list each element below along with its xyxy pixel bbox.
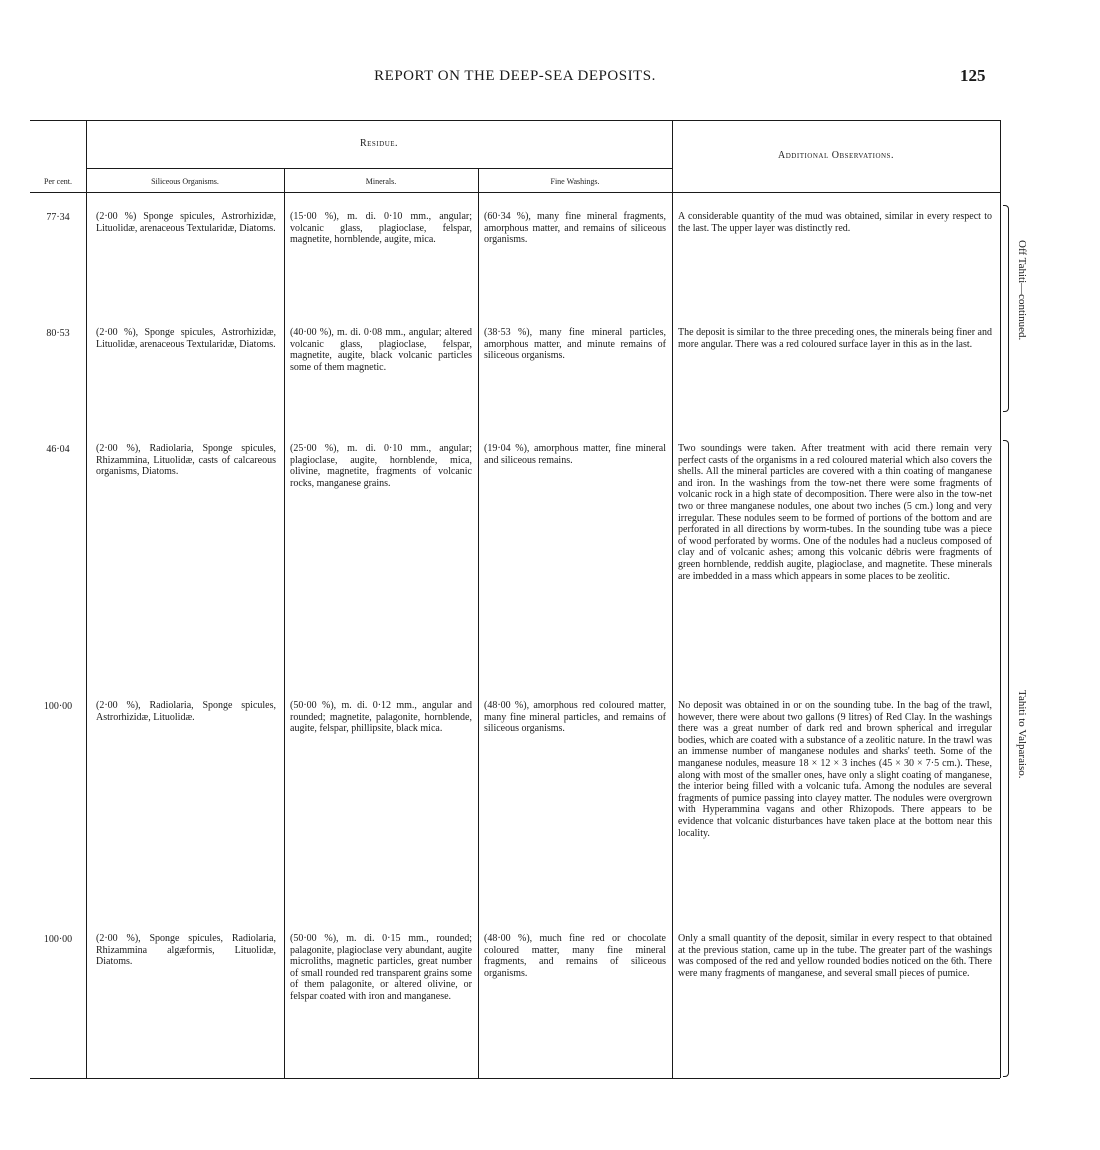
fine-washings-cell: (38·53 %), many fine mineral particles, amorphous matter, and minute remains of siliceous organisms. xyxy=(484,327,666,362)
siliceous-cell: (2·00 %), Sponge spicules, Astrorhizidæ, Lituolidæ, arenaceous Textularidæ, Diatoms. xyxy=(96,327,276,350)
col-rule-2 xyxy=(284,168,285,1078)
side-label-off-tahiti: Off Tahiti—continued. xyxy=(1016,240,1028,341)
observations-cell: Two soundings were taken. After treatment with acid there remain very perfect casts of the organisms in a red coloured material which also covers the shells. All the mineral particles are covered with a thin coating of manganese and iron. In the washings from the tow-net there were some fragments of volcanic rock in a high state of decomposition. There were also in the tow-net two or three manganese nodules, one about two inches (5 cm.) long and very irregular. These nodules seem to be formed of portions of the bottom and are perforated in all directions by worm-tubes. In the sounding tube was a piece of wood perforated by worms. One of the nodules had a nucleus composed of clay and of volcanic ashes; among this volcanic débris were fragments of green hornblende, reddish augite, plagioclase, and magnetite. These minerals are imbedded in a mass which appears in some places to be zeolitic. xyxy=(678,443,992,582)
page-number: 125 xyxy=(960,66,986,85)
fine-washings-cell: (60·34 %), many fine mineral fragments, amorphous matter, and remains of siliceous organisms. xyxy=(484,211,666,246)
per-cent-cell: 100·00 xyxy=(43,701,73,712)
header-bottom-rule xyxy=(30,192,1000,193)
table-top-rule xyxy=(30,120,1000,121)
fine-washings-cell: (48·00 %), amorphous red coloured matter, many fine mineral particles, and remains of siliceous organisms. xyxy=(484,700,666,735)
observations-cell: The deposit is similar to the three preceding ones, the minerals being finer and more angular. There was a red coloured surface layer in this as in the last. xyxy=(678,327,992,350)
minerals-cell: (25·00 %), m. di. 0·10 mm., angular; plagioclase, augite, hornblende, mica, olivine, magnetite, fragments of volcanic rocks, manganese grains. xyxy=(290,443,472,489)
upper-brace xyxy=(1003,205,1009,412)
minerals-cell: (50·00 %), m. di. 0·15 mm., rounded; palagonite, plagioclase very abundant, augite microliths, magnetic particles, great number of small rounded red transparent grains some of them palagonite, or altered olivine, or felspar coated with iron and manganese. xyxy=(290,933,472,1002)
table-bottom-rule xyxy=(30,1078,1000,1079)
fine-washings-header: Fine Washings. xyxy=(550,177,600,186)
per-cent-cell: 77·34 xyxy=(46,212,70,223)
col-rule-3 xyxy=(478,168,479,1078)
siliceous-cell: (2·00 %), Radiolaria, Sponge spicules, Rhizammina, Lituolidæ, casts of calcareous organisms, Diatoms. xyxy=(96,443,276,478)
minerals-cell: (40·00 %), m. di. 0·08 mm., angular; altered volcanic glass, plagioclase, felspar, magnetite, augite, black volcanic particles some of them magnetic. xyxy=(290,327,472,373)
per-cent-header: Per cent. xyxy=(44,177,72,186)
side-label-tahiti-valparaiso: Tahiti to Valparaiso. xyxy=(1016,690,1028,779)
lower-brace xyxy=(1003,440,1009,1077)
fine-washings-cell: (48·00 %), much fine red or chocolate coloured matter, many fine mineral fragments, and remains of siliceous organisms. xyxy=(484,933,666,979)
per-cent-cell: 46·04 xyxy=(46,444,70,455)
siliceous-cell: (2·00 %) Sponge spicules, Astrorhizidæ, Lituolidæ, arenaceous Textularidæ, Diatoms. xyxy=(96,211,276,234)
siliceous-cell: (2·00 %), Sponge spicules, Radiolaria, Rhizammina algæformis, Lituolidæ, Diatoms. xyxy=(96,933,276,968)
per-cent-cell: 80·53 xyxy=(46,328,70,339)
observations-cell: Only a small quantity of the deposit, similar in every respect to that obtained at the previous station, came up in the tube. The greater part of the washings was composed of the red and yellow rounded bodies noticed on the 6th. There were many fragments of manganese, and several small pieces of pumice. xyxy=(678,933,992,979)
per-cent-cell: 100·00 xyxy=(43,934,73,945)
additional-observations-header: Additional Observations. xyxy=(778,150,894,161)
observations-cell: No deposit was obtained in or on the sounding tube. In the bag of the trawl, however, there were about two gallons (9 litres) of Red Clay. In the washings there was a great number of dark red and brown spherical and irregular bodies, which are coated with a substance of a zeolitic nature. In the trawl was an immense number of manganese nodules and sharks' teeth. Some of the manganese nodules, measure 18 × 12 × 3 inches (45 × 30 × 7·5 cm.). These, along with most of the smaller ones, have only a slight coating of manganese, the interior being filled with a volcanic tufa. Among the nodules are several fragments of pumice passing into clayey matter. The nodules were overgrown with Hyperammina vagans and other Rhizopods. There appears to be evidence that volcanic disturbances have taken place at the bottom near this locality. xyxy=(678,700,992,839)
minerals-cell: (15·00 %), m. di. 0·10 mm., angular; volcanic glass, plagioclase, felspar, magnetite, hornblende, augite, mica. xyxy=(290,211,472,246)
col-rule-4 xyxy=(672,120,673,1078)
page-header xyxy=(0,62,1100,92)
col-rule-5 xyxy=(1000,120,1001,1078)
fine-washings-cell: (19·04 %), amorphous matter, fine mineral and siliceous remains. xyxy=(484,443,666,466)
col-rule-1 xyxy=(86,120,87,1078)
observations-cell: A considerable quantity of the mud was obtained, similar in every respect to the last. The upper layer was distinctly red. xyxy=(678,211,992,234)
siliceous-header: Siliceous Organisms. xyxy=(151,177,219,186)
siliceous-cell: (2·00 %), Radiolaria, Sponge spicules, Astrorhizidæ, Lituolidæ. xyxy=(96,700,276,723)
residue-header: Residue. xyxy=(359,138,399,149)
minerals-header: Minerals. xyxy=(365,177,397,186)
minerals-cell: (50·00 %), m. di. 0·12 mm., angular and rounded; magnetite, palagonite, hornblende, augite, felspar, phillipsite, black mica. xyxy=(290,700,472,735)
running-title: REPORT ON THE DEEP-SEA DEPOSITS. xyxy=(374,68,656,84)
residue-rule xyxy=(86,168,672,169)
